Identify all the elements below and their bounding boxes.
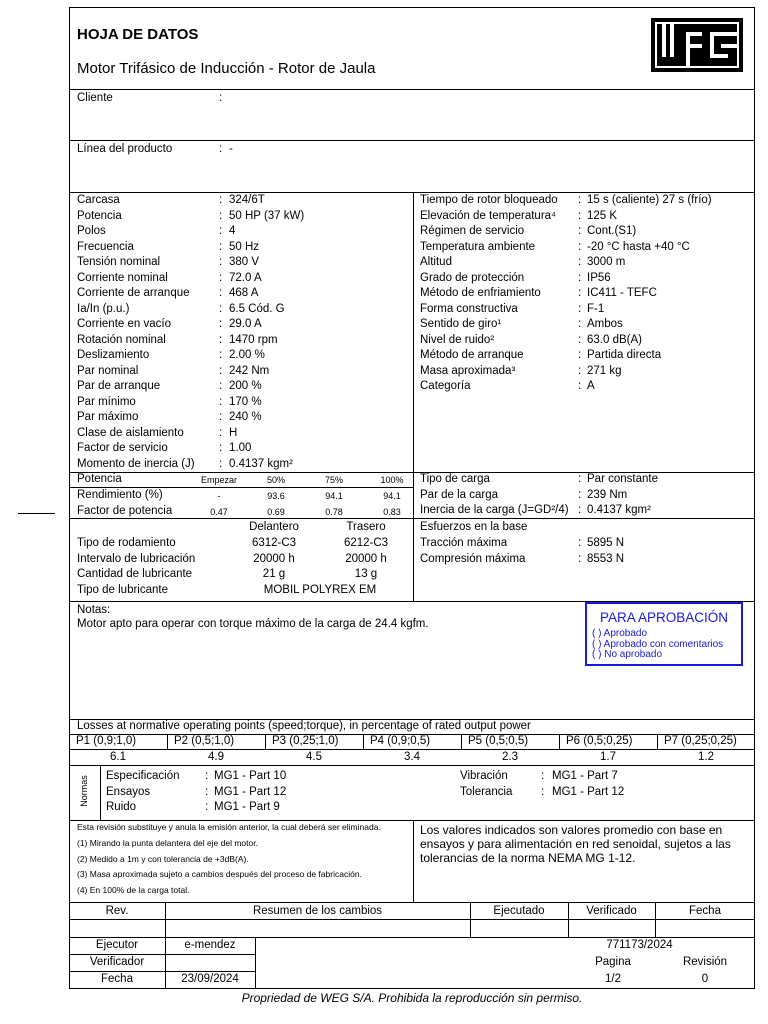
factor-value: 0.47 [210, 507, 228, 517]
date-header: Fecha [689, 905, 721, 917]
norma-row-value: MG1 - Part 10 [214, 770, 287, 782]
ejecutor-value: e-mendez [184, 939, 236, 951]
spec-right-row-label: Método de enfriamiento [420, 287, 541, 299]
spec-left-row-label: Ia/In (p.u.) [77, 302, 130, 315]
rendimiento-value: 94.1 [325, 491, 343, 501]
spec-left-row-label: Polos [77, 225, 106, 237]
document-number: 771173/2024 [606, 939, 673, 951]
bearing-col-rear: Trasero [346, 521, 386, 533]
spec-left-row-value: 468 A [229, 287, 259, 299]
loss-point-header: P3 (0,25;1,0) [272, 735, 339, 747]
load-row-label: Par de la carga [420, 488, 498, 501]
linea-value: - [229, 143, 233, 155]
changes-header: Resumen de los cambios [252, 905, 383, 917]
norma-row-label: Tolerancia [460, 785, 513, 798]
loss-point-value: 2.3 [502, 751, 518, 763]
loss-point-value: 1.7 [600, 751, 616, 763]
spec-left-row-value: 50 HP (37 kW) [229, 209, 305, 222]
norma-row-value: MG1 - Part 7 [552, 770, 618, 782]
spec-right-row-label: Tiempo de rotor bloqueado [420, 194, 558, 206]
footnote: Esta revisión substituye y anula la emisión anterior, la cual deberá ser eliminada. [77, 822, 381, 832]
spec-left-row-value: 50 Hz [229, 240, 260, 253]
spec-left-row-value: 380 V [229, 256, 260, 268]
loss-point-header: P6 (0,5;0,25) [566, 735, 633, 747]
spec-right-row-label: Elevación de temperatura⁴ [420, 209, 556, 222]
bearing-col-front: Delantero [249, 521, 299, 533]
approval-title: PARA APROBACIÓN [599, 610, 729, 625]
revision-value: 0 [701, 973, 709, 985]
effort-row-value: 8553 N [587, 552, 625, 565]
loss-point-header: P4 (0,9;0,5) [370, 735, 431, 747]
revision-label: Revisión [682, 956, 728, 968]
load-row-value: 0.4137 kgm² [587, 504, 651, 516]
spec-right-row-value: Ambos [587, 318, 623, 330]
load-row-label: Tipo de carga [420, 473, 490, 485]
spec-right-row-value: 3000 m [587, 256, 626, 268]
spec-right-row-label: Categoría [420, 380, 471, 392]
spec-left-row-label: Momento de inercia (J) [77, 457, 195, 470]
spec-left-row-label: Corriente en vacío [77, 318, 171, 330]
spec-right-row-value: 271 kg [587, 364, 622, 377]
effort-row-label: Tracción máxima [420, 537, 508, 549]
disclaimer-text: Los valores indicados son valores promedio con base en ensayos y para alimentación en red senoidal, sujetos a las tolerancias de la norma NEMA MG 1-12. [420, 823, 731, 865]
fecha-label: Fecha [101, 973, 133, 985]
perf-header: 100% [380, 475, 404, 485]
spec-left-row-label: Tensión nominal [77, 256, 161, 268]
approval-box [585, 602, 743, 666]
pagina-value: 1/2 [605, 973, 621, 985]
spec-right-row-label: Régimen de servicio [420, 225, 525, 237]
norma-row-label: Vibración [460, 770, 508, 782]
notes-text: Motor apto para operar con torque máximo de la carga de 24.4 kgfm. [77, 618, 429, 630]
bearing-rear-value: 20000 h [345, 552, 387, 565]
spec-left-row-label: Par de arranque [77, 380, 161, 392]
factor-value: 0.83 [383, 507, 401, 517]
spec-left-row-label: Par nominal [77, 364, 139, 377]
loss-point-header: P2 (0,5;1,0) [174, 735, 235, 747]
spec-left-row-value: 29.0 A [229, 318, 262, 330]
spec-left-row-value: 240 % [229, 411, 262, 423]
spec-left-row-label: Par máximo [77, 411, 139, 423]
loss-point-header: P5 (0,5;0,5) [468, 735, 529, 747]
loss-point-value: 3.4 [404, 751, 420, 763]
rendimiento-label: Rendimiento (%) [77, 489, 163, 501]
rev-header: Rev. [105, 905, 129, 917]
spec-right-row-value: -20 °C hasta +40 °C [587, 240, 690, 253]
spec-left-row-value: H [229, 426, 238, 439]
bearing-front-value: 21 g [262, 568, 286, 580]
spec-left-row-value: 1470 rpm [229, 333, 278, 346]
spec-left-row-label: Potencia [77, 209, 122, 222]
spec-left-row-value: 242 Nm [229, 364, 270, 377]
load-row-value: 239 Nm [587, 488, 628, 501]
approval-option-with-comments[interactable]: ( ) Aprobado con comentarios [592, 638, 724, 650]
potencia-label: Potencia [77, 473, 122, 485]
spec-left-row-value: 200 % [229, 380, 262, 392]
approval-option-approved[interactable]: ( ) Aprobado [592, 628, 648, 639]
fecha-value: 23/09/2024 [181, 973, 239, 985]
spec-right-row-label: Método de arranque [420, 349, 524, 361]
norma-row-label: Ensayos [106, 785, 151, 798]
norma-row-value: MG1 - Part 12 [552, 785, 625, 798]
spec-left-row-label: Corriente nominal [77, 271, 168, 284]
spec-left-row-label: Clase de aislamiento [77, 426, 184, 439]
load-row-value: Par constante [587, 473, 658, 485]
pagina-label: Pagina [595, 956, 631, 968]
effort-row-value: 5895 N [587, 537, 625, 549]
spec-left-row-label: Corriente de arranque [77, 287, 190, 299]
rendimiento-value: 93.6 [267, 491, 285, 501]
factor-value: 0.78 [325, 507, 343, 517]
norma-row-value: MG1 - Part 9 [214, 801, 280, 813]
bearing-front-value: 6312-C3 [251, 537, 297, 549]
spec-right-row-value: 63.0 dB(A) [587, 333, 642, 346]
spec-right-row-label: Forma constructiva [420, 302, 518, 315]
cliente-label: Cliente [77, 92, 113, 104]
effort-row-label: Compresión máxima [420, 552, 526, 565]
spec-left-row-label: Factor de servicio [77, 442, 168, 454]
spec-left-row-label: Deslizamiento [77, 349, 150, 361]
ownership-footer: Propriedad de WEG S/A. Prohibida la reproducción sin permiso. [241, 991, 583, 1005]
bearing-rear-value: 6212-C3 [343, 537, 389, 549]
spec-right-row-label: Altitud [420, 256, 452, 268]
lubricant-type-value: MOBIL POLYREX EM [263, 584, 377, 596]
norma-row-label: Ruido [106, 801, 137, 813]
loss-point-value: 6.1 [110, 751, 126, 763]
spec-right-row-label: Grado de protección [420, 271, 525, 284]
factor-value: 0.69 [267, 507, 285, 517]
rendimiento-value: - [217, 491, 221, 501]
norma-row-label: Especificación [106, 770, 180, 782]
verificador-label: Verificador [89, 956, 145, 968]
spec-left-row-label: Par mínimo [77, 395, 136, 408]
loss-point-value: 1.2 [698, 751, 714, 763]
bearing-row-label: Intervalo de lubricación [77, 552, 196, 565]
footnote: (1) Mirando la punta delantera del eje del motor. [77, 837, 258, 848]
spec-right-row-value: F-1 [587, 302, 605, 315]
spec-left-row-value: 170 % [229, 395, 262, 408]
load-row-label: Inercia de la carga (J=GD²/4) [420, 504, 569, 516]
normas-side-label: Normas [79, 775, 89, 807]
loss-point-value: 4.5 [306, 751, 322, 763]
verified-header: Verificado [586, 905, 637, 917]
footnote: (2) Medido a 1m y con tolerancia de +3dB(A). [77, 853, 249, 864]
norma-row-value: MG1 - Part 12 [214, 785, 287, 798]
notes-label: Notas: [77, 604, 111, 616]
perf-header: 75% [324, 475, 343, 485]
losses-title: Losses at normative operating points (speed;torque), in percentage of rated output power [77, 720, 531, 732]
spec-left-row-value: 6.5 Cód. G [229, 302, 285, 315]
efforts-title: Esfuerzos en la base [420, 521, 528, 533]
perf-header: 50% [266, 475, 285, 485]
bearing-front-value: 20000 h [253, 552, 295, 565]
linea-label: Línea del producto [77, 143, 173, 155]
spec-left-row-value: 72.0 A [229, 271, 262, 284]
spec-right-row-value: IP56 [587, 271, 611, 284]
perf-header: Empezar [200, 475, 237, 485]
footnote: (3) Masa aproximada sujeto a cambios después del proceso de fabricación. [77, 869, 362, 880]
ejecutor-label: Ejecutor [95, 939, 139, 951]
spec-right-row-value: Partida directa [587, 349, 662, 361]
bearing-rear-value: 13 g [354, 568, 378, 580]
spec-right-row-label: Masa aproximada³ [420, 364, 516, 377]
spec-left-row-value: 2.00 % [229, 349, 265, 361]
spec-right-row-value: Cont.(S1) [587, 225, 637, 237]
footnote: (4) En 100% de la carga total. [77, 885, 190, 896]
loss-point-header: P7 (0,25;0,25) [664, 735, 737, 747]
lubricant-type-label: Tipo de lubricante [77, 584, 168, 596]
spec-right-row-value: 125 K [587, 209, 618, 222]
document-subtitle: Motor Trifásico de Inducción - Rotor de Jaula [77, 60, 376, 77]
loss-point-header: P1 (0,9;1,0) [76, 735, 137, 747]
spec-left-row-label: Frecuencia [77, 240, 134, 253]
approval-option-rejected[interactable]: ( ) No aprobado [592, 649, 663, 660]
bearing-row-label: Cantidad de lubricante [77, 568, 193, 580]
spec-left-row-value: 4 [229, 225, 236, 237]
spec-right-row-label: Sentido de giro¹ [420, 318, 502, 330]
spec-right-row-label: Nivel de ruido² [420, 333, 495, 346]
spec-right-row-label: Temperatura ambiente [420, 240, 536, 253]
executed-header: Ejecutado [493, 905, 545, 917]
weg-logo [651, 18, 743, 72]
rendimiento-value: 94.1 [383, 491, 401, 501]
spec-left-row-value: 324/6T [229, 194, 265, 206]
loss-point-value: 4.9 [208, 751, 224, 763]
spec-left-row-label: Rotación nominal [77, 333, 166, 346]
spec-left-row-label: Carcasa [77, 194, 120, 206]
document-title: HOJA DE DATOS [77, 26, 199, 43]
factor-label: Factor de potencia [77, 505, 173, 517]
bearing-row-label: Tipo de rodamiento [77, 537, 176, 549]
spec-left-row-value: 0.4137 kgm² [229, 457, 293, 470]
spec-left-row-value: 1.00 [229, 442, 252, 454]
spec-right-row-value: IC411 - TEFC [587, 287, 657, 299]
spec-right-row-value: 15 s (caliente) 27 s (frío) [587, 194, 712, 206]
spec-right-row-value: A [587, 380, 595, 392]
